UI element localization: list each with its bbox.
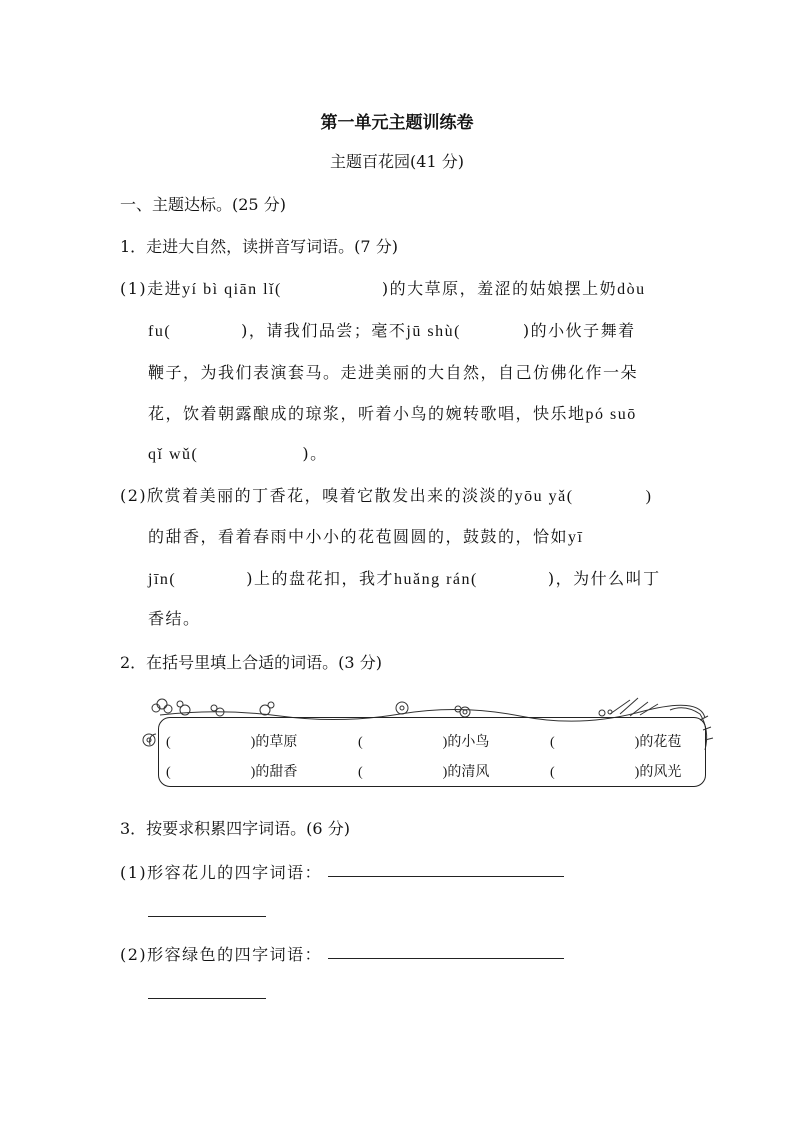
page-subtitle: 主题百花园(41 分): [330, 152, 464, 171]
pinyin: huǎng rán: [393, 571, 471, 588]
q1-p2-line3: jīn( )上的盘花扣，我才huǎng rán( )，为什么叫丁: [148, 569, 661, 588]
q1-p1-line1: (1)走进yí bì qiān lǐ( )的大草原，羞涩的姑娘摆上奶dòu: [120, 279, 646, 298]
fill-cell[interactable]: ( )的草原: [166, 734, 298, 750]
q3-item-1: (1)形容花儿的四字词语：: [120, 863, 323, 882]
pinyin: yí bì qiān lǐ: [182, 281, 275, 298]
fill-cell[interactable]: ( )的花苞: [550, 734, 682, 750]
question-1-heading: 1．走进大自然，读拼音写词语。(7 分): [120, 237, 398, 256]
fill-cell[interactable]: ( )的清风: [358, 764, 490, 780]
q1-p2-line2: 的甜香，看着春雨中小小的花苞圆圆的，鼓鼓的，恰如yī: [148, 527, 584, 546]
pinyin: yōu yǎ: [514, 488, 567, 505]
section-heading: 一、主题达标。(25 分): [120, 195, 286, 214]
pinyin: pó suō: [585, 406, 637, 423]
page-title: 第一单元主题训练卷: [320, 113, 474, 133]
fill-cell[interactable]: ( )的甜香: [166, 764, 298, 780]
pinyin: qǐ wǔ: [148, 446, 192, 463]
answer-line[interactable]: [148, 916, 266, 917]
fill-cell[interactable]: ( )的小鸟: [358, 734, 490, 750]
question-3-heading: 3．按要求积累四字词语。(6 分): [120, 819, 350, 838]
pinyin: jīn: [148, 571, 170, 588]
answer-line[interactable]: [328, 958, 564, 959]
pinyin: fu: [148, 323, 165, 340]
pinyin: jū shù: [406, 323, 455, 340]
answer-line[interactable]: [328, 876, 564, 877]
q1-p1-line2: fu( )，请我们品尝；毫不jū shù( )的小伙子舞着: [148, 321, 636, 340]
q1-p2-line4: 香结。: [148, 609, 201, 628]
pinyin: dòu: [617, 281, 646, 298]
question-2-heading: 2．在括号里填上合适的词语。(3 分): [120, 653, 382, 672]
answer-line[interactable]: [148, 998, 266, 999]
q1-p2-line1: (2)欣赏着美丽的丁香花，嗅着它散发出来的淡淡的yōu yǎ( ): [120, 486, 653, 505]
q1-p1-line3: 鞭子，为我们表演套马。走进美丽的大自然，自己仿佛化作一朵: [148, 363, 639, 382]
q1-p1-line5: qǐ wǔ( )。: [148, 444, 328, 463]
q3-item-2: (2)形容绿色的四字词语：: [120, 945, 323, 964]
q1-p1-line4: 花，饮着朝露酿成的琼浆，听着小鸟的婉转歌唱，快乐地pó suō: [148, 404, 637, 423]
pinyin: yī: [568, 529, 584, 546]
fill-cell[interactable]: ( )的风光: [550, 764, 682, 780]
